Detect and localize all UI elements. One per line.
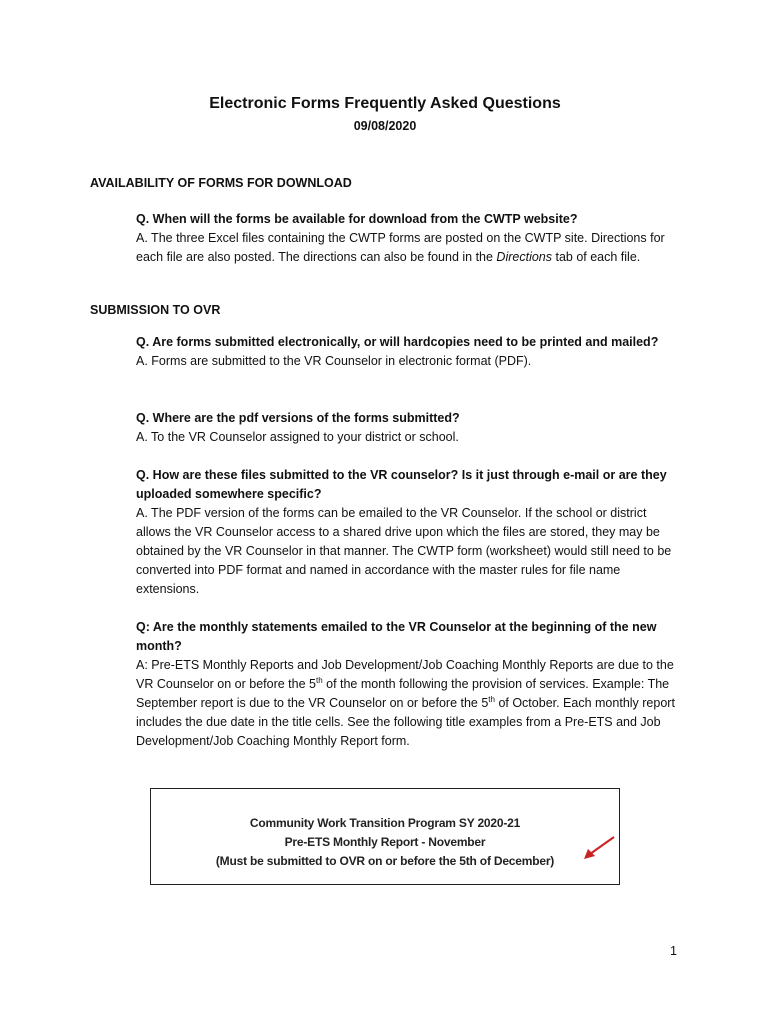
faq-answer bbox=[136, 229, 676, 267]
faq-item-download bbox=[136, 210, 676, 267]
answer-text: A. The three Excel files containing the CWTP forms are posted on the CWTP site. Directions for each file are also posted. The directions can also be found in the bbox=[136, 231, 665, 264]
answer-text: of October. Each monthly report includes the due date in the title cells. See the following title examples from a Pre-ETS and Job Development/Job Coaching Monthly Report form. bbox=[136, 696, 675, 748]
faq-answer: A. The PDF version of the forms can be emailed to the VR Counselor. If the school or district allows the VR Counselor access to a shared drive upon which the files are stored, they may be obtained by the VR Counselor in that manner. The CWTP form (worksheet) would still need to be converted into PDF format and named in accordance with the master rules for file name extensions. bbox=[136, 506, 672, 596]
faq-item-pdf-location bbox=[136, 409, 676, 447]
faq-question: Q. How are these files submitted to the VR counselor? Is it just through e-mail or are they uploaded somewhere specific? bbox=[136, 468, 667, 501]
answer-italic-text: Directions bbox=[496, 250, 552, 264]
report-title-example bbox=[150, 788, 620, 885]
ordinal-suffix: th bbox=[315, 675, 323, 685]
faq-question: Q. Are forms submitted electronically, or will hardcopies need to be printed and mailed? bbox=[136, 335, 659, 349]
answer-text: A: Pre-ETS Monthly Reports and Job Development/Job Coaching Monthly Reports are due to the VR Counselor on or before the 5 bbox=[136, 658, 674, 691]
page-title: Electronic Forms Frequently Asked Questions bbox=[209, 95, 561, 112]
faq-answer: A. To the VR Counselor assigned to your district or school. bbox=[136, 430, 459, 444]
page-number: 1 bbox=[670, 944, 677, 958]
document-date: 09/08/2020 bbox=[353, 119, 417, 133]
example-line-program: Community Work Transition Program SY 2020-21 bbox=[249, 816, 521, 830]
section-heading-submission: SUBMISSION TO OVR bbox=[90, 303, 221, 317]
faq-item-monthly-statements bbox=[136, 618, 676, 751]
faq-answer bbox=[136, 656, 676, 751]
faq-answer: A. Forms are submitted to the VR Counselor in electronic format (PDF). bbox=[136, 354, 532, 368]
faq-question: Q: Are the monthly statements emailed to the VR Counselor at the beginning of the new month? bbox=[136, 620, 657, 653]
faq-question: Q. Where are the pdf versions of the forms submitted? bbox=[136, 411, 460, 425]
example-line-report: Pre-ETS Monthly Report - November bbox=[284, 835, 486, 849]
faq-item-submission-method bbox=[136, 466, 676, 599]
faq-item-electronic bbox=[136, 333, 676, 371]
example-line-due-date: (Must be submitted to OVR on or before the 5th of December) bbox=[215, 854, 555, 868]
red-arrow-icon bbox=[578, 834, 618, 864]
faq-question: Q. When will the forms be available for download from the CWTP website? bbox=[136, 212, 578, 226]
answer-text: tab of each file. bbox=[552, 250, 641, 264]
answer-text: of the month following the provision of services. Example: The September report is due to the VR Counselor on or before the 5 bbox=[136, 677, 670, 710]
ordinal-suffix: th bbox=[488, 694, 495, 704]
section-heading-availability: AVAILABILITY OF FORMS FOR DOWNLOAD bbox=[90, 176, 352, 190]
